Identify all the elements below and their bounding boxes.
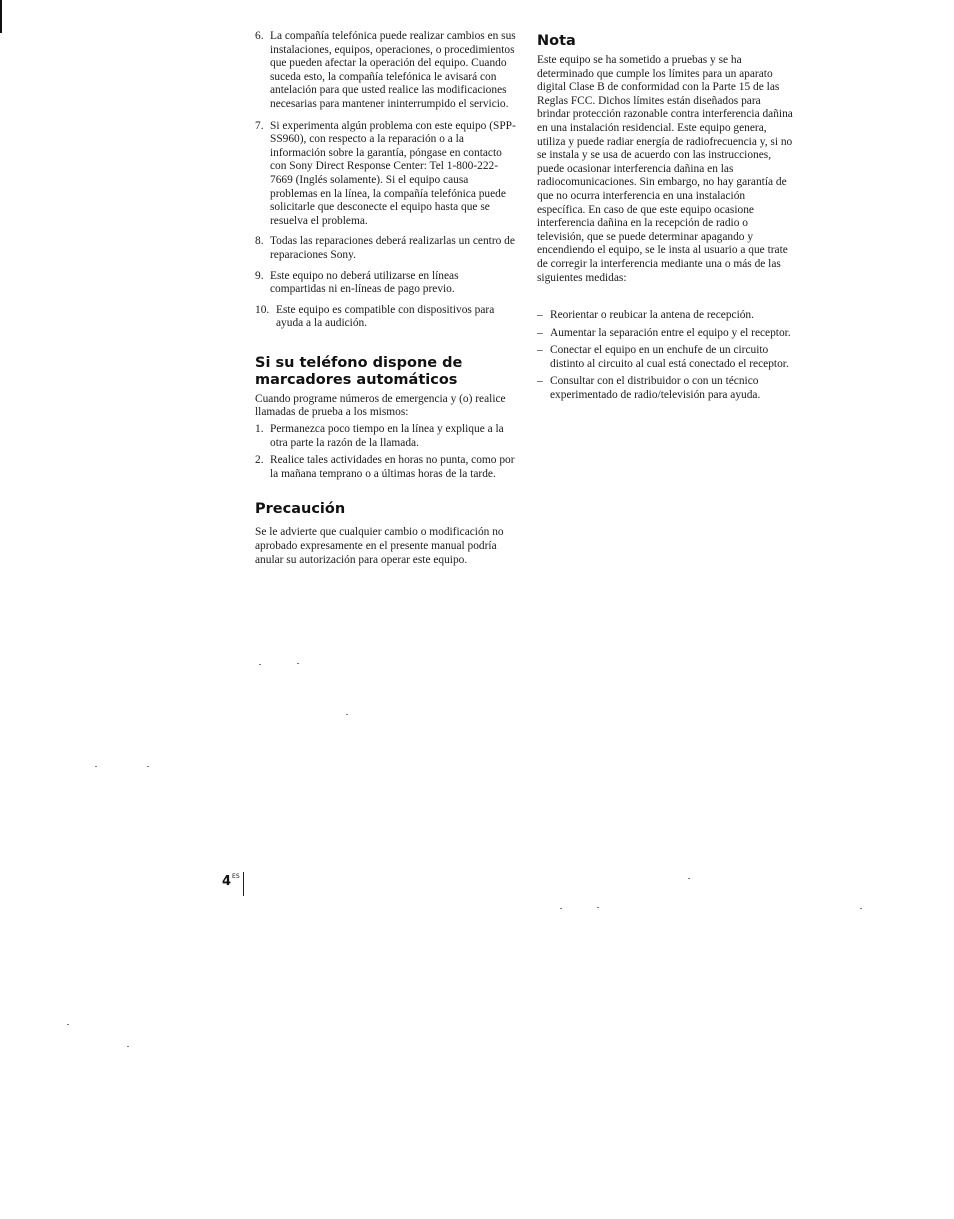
- list-dash: –: [537, 375, 543, 388]
- list-item: [255, 454, 517, 481]
- list-item-number: 10.: [255, 303, 270, 316]
- autodial-intro: Cuando programe números de emergencia y (o) realice llamadas de prueba a los mismos:: [255, 392, 506, 419]
- list-item: [255, 304, 517, 331]
- list-item-text: Aumentar la separación entre el equipo y el receptor.: [550, 326, 791, 339]
- precaucion-text: Se le advierte que cualquier cambio o modificación no aprobado expresamente en el presente manual podría anular su autorización para operar este equipo.: [255, 526, 504, 566]
- precaucion-heading: Precaución: [255, 501, 346, 518]
- scan-speck: [67, 1024, 69, 1025]
- page-number-divider: [243, 872, 244, 896]
- list-item-text: Este equipo es compatible con dispositivos para ayuda a la audición.: [276, 303, 495, 330]
- nota-text: Este equipo se ha sometido a pruebas y se ha determinado que cumple los límites para un aparato digital Clase B de conformidad con la Parte 15 de las Reglas FCC. Dichos límites están diseñados para brindar protección razonable contra interferencia dañina en una instalación residencial. Este equipo genera, utiliza y puede radiar energía de radiofrecuencia y, si no se instala y se usa de acuerdo con las instrucciones, puede ocasionar interferencia dañina en las radiocomunicaciones. Sin embargo, no hay garantía de que no ocurra interferencia en una instalación específica. En caso de que este equipo ocasione interferencia dañina en la recepción de radio o televisión, que se puede determinar apagando y encendiendo el equipo, se le insta al usuario a que trate de corregir la interferencia mediante una o más de las siguientes medidas:: [537, 54, 793, 284]
- page-number-value: 4: [222, 874, 232, 889]
- list-item-text: Permanezca poco tiempo en la línea y explique a la otra parte la razón de la llamada.: [270, 423, 504, 449]
- list-item: [537, 309, 795, 323]
- list-item: [537, 327, 795, 341]
- list-item: [537, 344, 795, 371]
- list-item-number: 7.: [255, 119, 264, 132]
- list-item-number: 1.: [255, 423, 264, 436]
- autodial-heading-line2: marcadores automáticos: [255, 371, 458, 388]
- scan-edge-mark: [0, 0, 2, 33]
- page-number: [222, 873, 240, 889]
- list-item-number: 9.: [255, 269, 264, 282]
- list-item-text: Conectar el equipo en un enchufe de un circuito distinto al circuito al cual está conectado el receptor.: [550, 344, 789, 370]
- list-dash: –: [537, 309, 543, 322]
- list-item: [255, 270, 517, 297]
- list-item-text: Reorientar o reubicar la antena de recepción.: [550, 309, 754, 322]
- scan-speck: [597, 907, 599, 908]
- list-item-text: Si experimenta algún problema con este equipo (SPP-SS960), con respecto a la reparación o a la información sobre la garantía, póngase en contacto con Sony Direct Response Center: Tel 1-800-222-7669 (Inglés solamente). Si el equipo causa problemas en la línea, la compañía telefónica puede solicitarle que desconecte el equipo hasta que se resuelva el problema.: [270, 119, 516, 227]
- precaucion-section: [255, 501, 517, 567]
- autodial-heading: [255, 355, 517, 389]
- list-item-number: 2.: [255, 454, 264, 467]
- list-item: [255, 235, 517, 262]
- scan-speck: [688, 878, 690, 879]
- list-item-number: 6.: [255, 30, 264, 42]
- list-dash: –: [537, 344, 543, 357]
- autodial-section: [255, 355, 517, 482]
- list-item: [255, 30, 517, 112]
- list-item: [255, 120, 517, 229]
- list-item-text: La compañía telefónica puede realizar cambios en sus instalaciones, equipos, operaciones, o procedimientos que pueden afectar la operación del equipo. Cuando suceda esto, la compañía telefónica le avisará con antelación para que usted realice las modificaciones necesarias para mantener ininterrumpido el servicio.: [270, 30, 516, 110]
- scan-speck: [127, 1046, 129, 1047]
- list-item-number: 8.: [255, 235, 264, 248]
- list-dash: –: [537, 326, 543, 339]
- list-item-text: Todas las reparaciones deberá realizarlas un centro de reparaciones Sony.: [270, 235, 515, 261]
- scan-speck: [560, 908, 562, 909]
- scan-speck: [147, 766, 149, 767]
- interference-measures-list: [537, 309, 795, 403]
- list-item-text: Consultar con el distribuidor o con un técnico experimentado de radio/televisión para ayuda.: [550, 375, 761, 402]
- list-item-text: Este equipo no deberá utilizarse en líneas compartidas ni en-líneas de pago previo.: [270, 269, 459, 296]
- autodial-heading-line1: Si su teléfono dispone de: [255, 354, 463, 371]
- page-number-suffix: ES: [232, 873, 240, 880]
- fcc-requirements-list: [255, 30, 517, 331]
- list-item-text: Realice tales actividades en horas no punta, como por la mañana temprano o a últimas horas de la tarde.: [270, 454, 515, 480]
- list-item: [537, 375, 795, 402]
- scan-speck: [95, 766, 97, 767]
- scan-speck: [860, 908, 862, 909]
- list-item: [255, 423, 517, 450]
- scan-speck: [346, 714, 348, 715]
- left-column: [255, 30, 517, 567]
- scan-speck: [297, 663, 299, 664]
- scan-speck: [259, 664, 261, 665]
- right-column: [537, 33, 795, 407]
- nota-heading: Nota: [537, 33, 576, 49]
- autodial-steps-list: [255, 423, 517, 481]
